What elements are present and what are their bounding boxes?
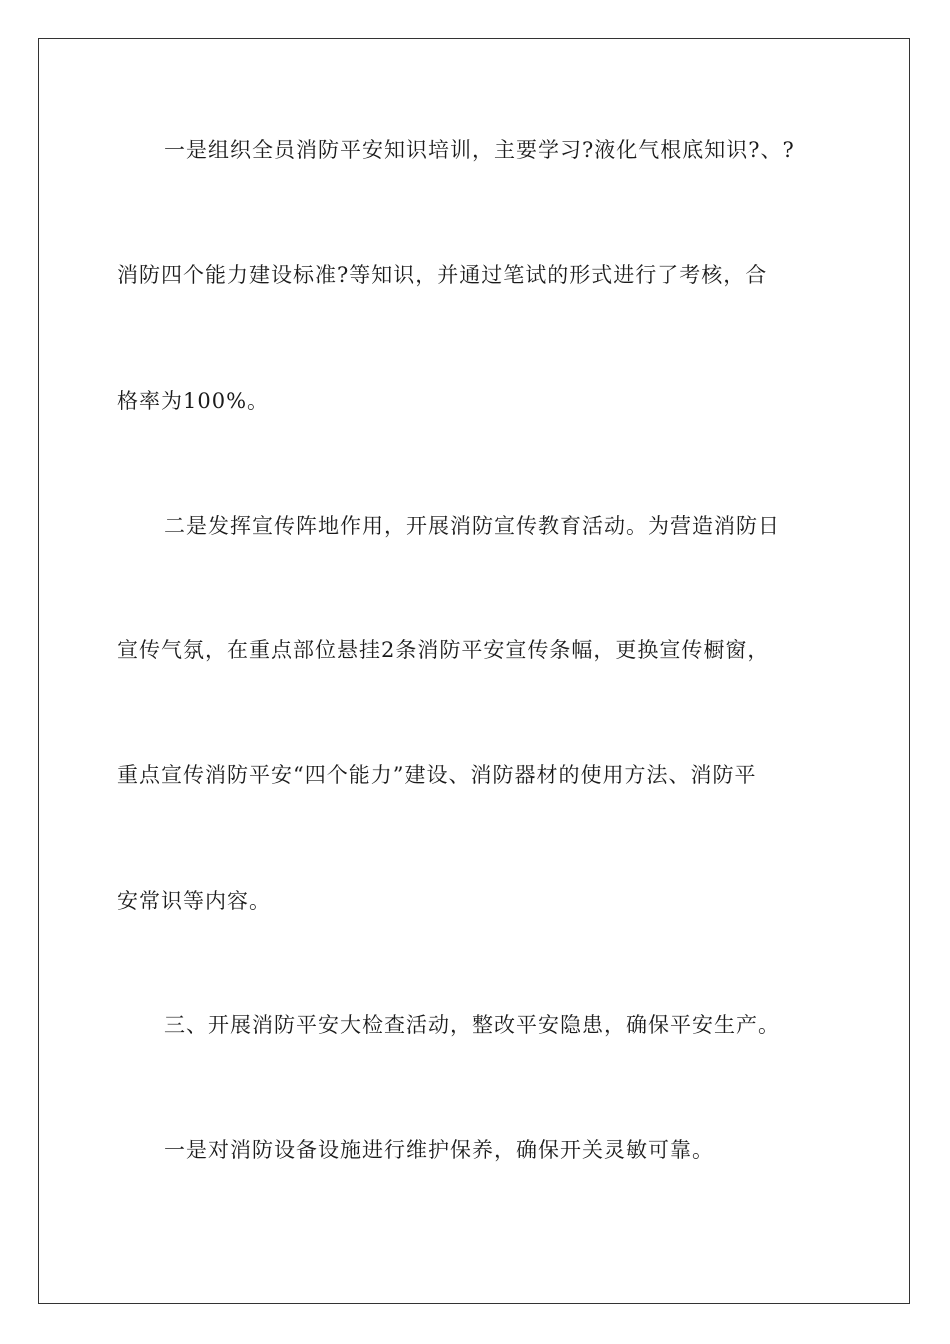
section-heading-3: 三、开展消防平安大检查活动，整改平安隐患，确保平安生产。 xyxy=(164,1013,780,1037)
paragraph-2-line-3: 重点宣传消防平安“四个能力”建设、消防器材的使用方法、消防平 xyxy=(117,763,757,787)
paragraph-2-line-2: 宣传气氛，在重点部位悬挂2条消防平安宣传条幅，更换宣传橱窗， xyxy=(117,638,770,662)
paragraph-3-line-1: 一是对消防设备设施进行维护保养，确保开关灵敏可靠。 xyxy=(164,1138,714,1162)
paragraph-2-line-4: 安常识等内容。 xyxy=(117,889,271,913)
paragraph-1-line-2: 消防四个能力建设标准?等知识，并通过笔试的形式进行了考核，合 xyxy=(117,263,768,287)
paragraph-2-line-1: 二是发挥宣传阵地作用，开展消防宣传教育活动。为营造消防日 xyxy=(164,514,780,538)
paragraph-1-line-3: 格率为100%。 xyxy=(117,389,270,413)
page-border xyxy=(38,38,910,1304)
paragraph-1-line-1: 一是组织全员消防平安知识培训，主要学习?液化气根底知识?、? xyxy=(164,138,795,162)
